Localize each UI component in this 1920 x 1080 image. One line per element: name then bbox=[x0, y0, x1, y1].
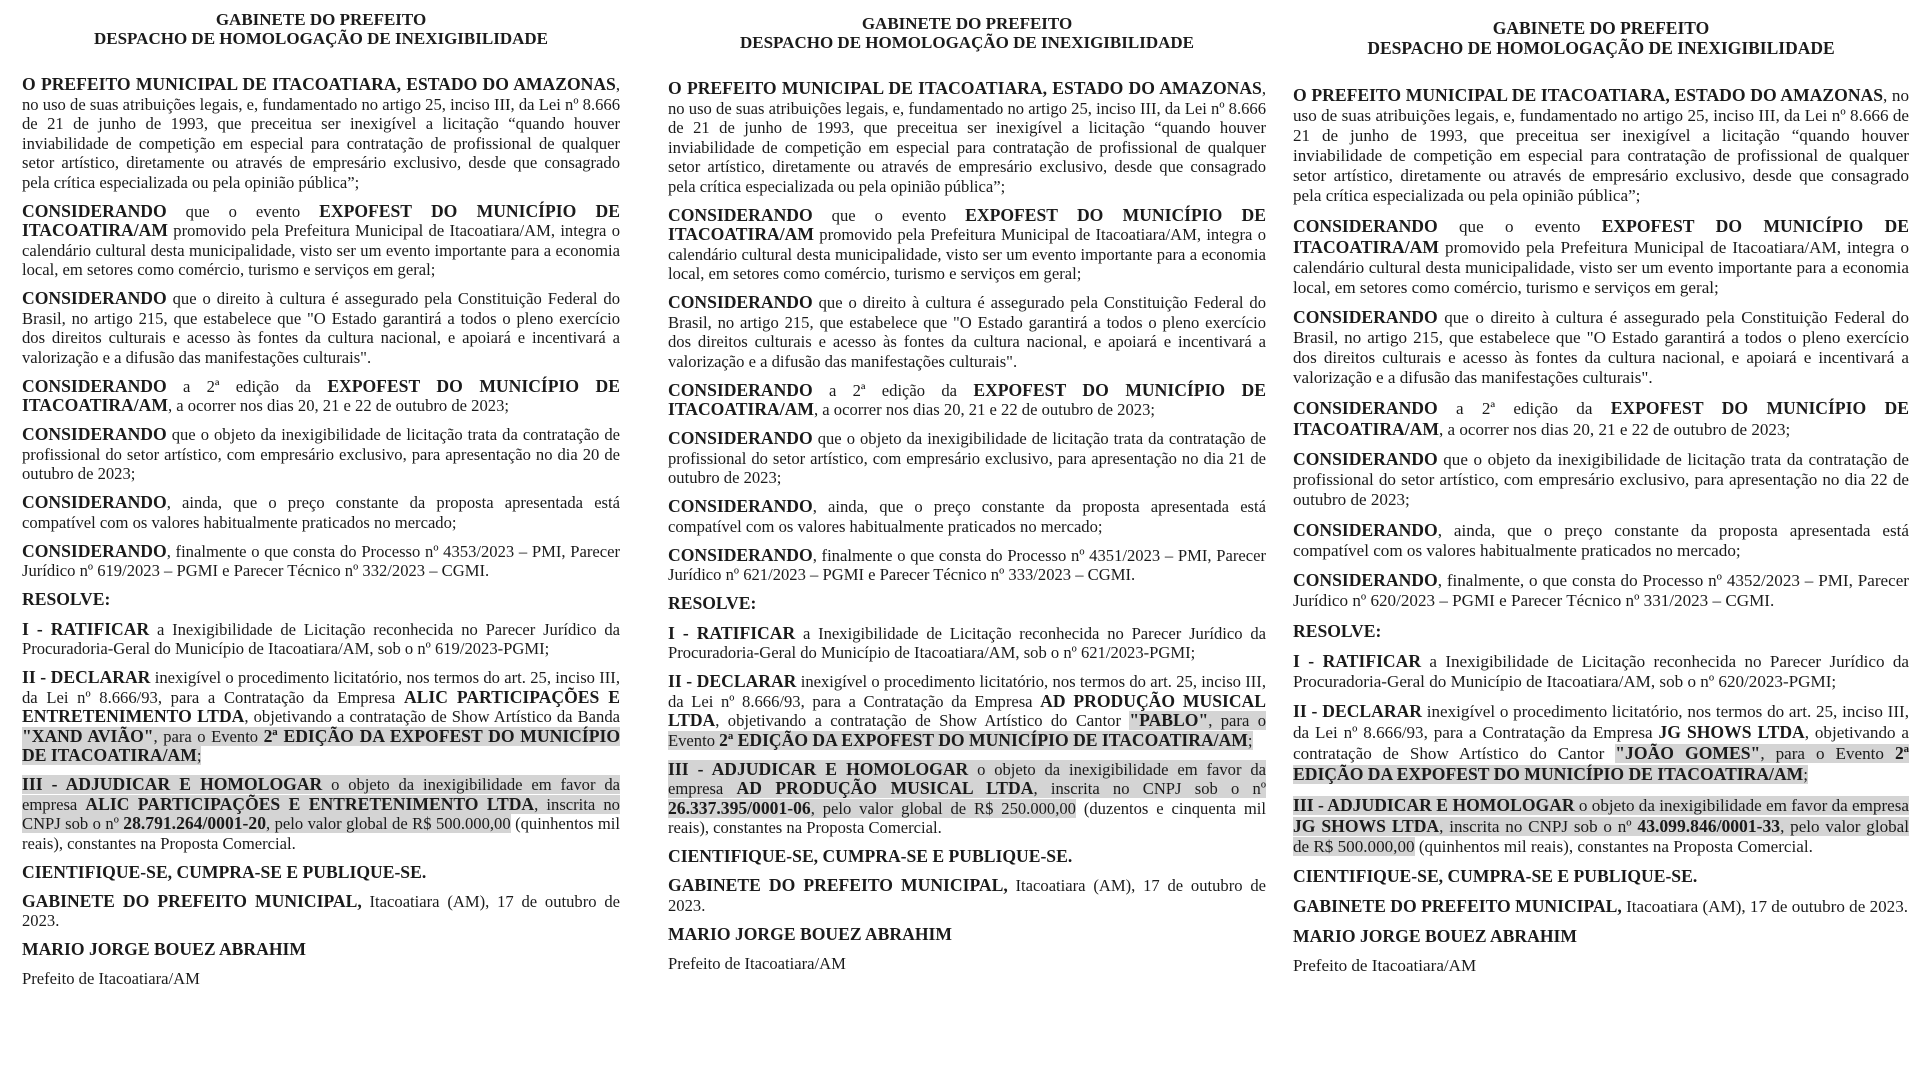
text: , ainda, que o preço constante da proposta apresentada está compatível com os valores habitualmente praticados no mercado; bbox=[668, 497, 1266, 536]
intro-bold: O PREFEITO MUNICIPAL DE ITACOATIARA, ESTADO DO AMAZONAS bbox=[1293, 85, 1884, 105]
document-column-3 bbox=[1293, 18, 1909, 1080]
considerando-edition bbox=[22, 377, 620, 416]
intro-text: , no uso de suas atribuições legais, e, fundamentado no artigo 25, inciso III, da Lei nº 8.666 de 21 de junho de 1993, que preceitua ser inexigível a licitação “quando houver inviabilidade de competição em especial para contratação de profissional de qualquer setor artístico, diretamente ou através de empresário exclusivo, desde que consagrado pela crítica especializada ou pela opinião pública”; bbox=[1293, 86, 1909, 205]
event-name: EXPOFEST DO MUNICÍPIO DE ITACOATIRA/AM bbox=[1293, 215, 1909, 257]
intro-paragraph bbox=[1293, 85, 1909, 206]
item-lead: II - DECLARAR bbox=[668, 671, 797, 691]
text: a Inexigibilidade de Licitação reconhecida no Parecer Jurídico da Procuradoria-Geral do Município de Itacoatiara/AM, sob o nº 619/2023-PGMI; bbox=[22, 619, 620, 658]
artist-name: "PABLO" bbox=[1129, 710, 1209, 730]
text: que o objeto da inexigibilidade de licitação trata da contratação de profissional do setor artístico, com empresário exclusivo, para apresentação no dia 20 de outubro de 2023; bbox=[22, 425, 620, 483]
company-name: JG SHOWS LTDA bbox=[1293, 815, 1440, 836]
text: , para o Evento bbox=[668, 711, 1266, 750]
closing-text: CIENTIFIQUE-SE, CUMPRA-SE E PUBLIQUE-SE. bbox=[1293, 866, 1698, 886]
considerando-culture bbox=[1293, 307, 1909, 388]
text: ; bbox=[1247, 730, 1253, 750]
considerando-lead: CONSIDERANDO bbox=[668, 379, 813, 400]
text: que o objeto da inexigibilidade de licitação trata da contratação de profissional do setor artístico, com empresário exclusivo, para apresentação no dia 22 de outubro de 2023; bbox=[1293, 450, 1909, 509]
document-header bbox=[22, 10, 620, 48]
item-ratificar bbox=[22, 620, 620, 659]
header-office: GABINETE DO PREFEITO bbox=[1492, 18, 1710, 38]
text: , objetivando a contratação de Show Artístico do Cantor bbox=[1293, 723, 1909, 763]
event-name: 2ª EDIÇÃO DA EXPOFEST DO MUNICÍPIO DE ITACOATIRA/AM bbox=[1293, 743, 1909, 784]
place-date: Itacoatiara (AM), 17 de outubro de 2023. bbox=[22, 891, 620, 930]
place-date: Itacoatiara (AM), 17 de outubro de 2023. bbox=[1621, 896, 1909, 916]
text: , a ocorrer nos dias 20, 21 e 22 de outubro de 2023; bbox=[1438, 419, 1791, 439]
text: inexigível o procedimento licitatório, nos termos do art. 25, inciso III, da Lei nº 8.666/93, para a Contratação da Empresa bbox=[22, 668, 620, 707]
place-date: Itacoatiara (AM), 17 de outubro de 2023. bbox=[668, 876, 1266, 915]
text: , inscrita no CNPJ sob o nº bbox=[1439, 816, 1638, 836]
text: que o direito à cultura é assegurado pela Constituição Federal do Brasil, no artigo 215, que estabelece que "O Estado garantirá a todos o pleno exercício dos direitos culturais e acesso às fontes da cultura nacional, e apoiará e incentivará a valorização e a difusão das manifestações culturais". bbox=[668, 293, 1266, 371]
header-title: DESPACHO DE HOMOLOGAÇÃO DE INEXIGIBILIDADE bbox=[739, 33, 1195, 52]
closing-statement bbox=[1293, 866, 1909, 886]
cnpj: 26.337.395/0001-06 bbox=[668, 797, 811, 818]
office-bold: GABINETE DO PREFEITO MUNICIPAL, bbox=[668, 875, 1008, 895]
item-lead: III - ADJUDICAR E HOMOLOGAR bbox=[22, 774, 323, 794]
text: , a ocorrer nos dias 20, 21 e 22 de outubro de 2023; bbox=[813, 400, 1155, 419]
considerando-lead: CONSIDERANDO bbox=[22, 540, 167, 561]
considerando-lead: CONSIDERANDO bbox=[668, 544, 813, 565]
considerando-lead: CONSIDERANDO bbox=[1293, 307, 1438, 327]
item-declarar bbox=[668, 672, 1266, 750]
text: o objeto da inexigibilidade em favor da empresa bbox=[22, 775, 620, 814]
office-bold: GABINETE DO PREFEITO MUNICIPAL, bbox=[22, 890, 362, 911]
intro-bold: O PREFEITO MUNICIPAL DE ITACOATIARA, ESTADO DO AMAZONAS bbox=[22, 74, 616, 94]
event-name: EXPOFEST DO MUNICÍPIO DE ITACOATIRA/AM bbox=[1293, 397, 1909, 439]
text: a 2ª edição da bbox=[812, 380, 974, 400]
resolve-heading: RESOLVE: bbox=[1293, 620, 1382, 641]
closing-text: CIENTIFIQUE-SE, CUMPRA-SE E PUBLIQUE-SE. bbox=[668, 846, 1073, 866]
event-name: EXPOFEST DO MUNICÍPIO DE ITACOATIRA/AM bbox=[668, 204, 1266, 244]
text: , ainda, que o preço constante da proposta apresentada está compatível com os valores habitualmente praticados no mercado; bbox=[22, 493, 620, 532]
contract-value: , pelo valor global de R$ 250.000,00 bbox=[810, 798, 1076, 818]
considerando-event bbox=[22, 202, 620, 280]
item-lead: III - ADJUDICAR E HOMOLOGAR bbox=[668, 758, 969, 779]
highlighted-text bbox=[22, 727, 620, 766]
resolve-heading: RESOLVE: bbox=[668, 593, 757, 613]
item-adjudicar bbox=[668, 760, 1266, 838]
closing-text: CIENTIFIQUE-SE, CUMPRA-SE E PUBLIQUE-SE. bbox=[22, 861, 427, 882]
item-lead: II - DECLARAR bbox=[1293, 701, 1422, 721]
event-name: 2ª EDIÇÃO DA EXPOFEST DO MUNICÍPIO DE ITACOATIRA/AM bbox=[719, 729, 1248, 750]
office-bold: GABINETE DO PREFEITO MUNICIPAL, bbox=[1293, 895, 1622, 916]
text: (duzentos e cinquenta mil reais), constantes na Proposta Comercial. bbox=[668, 798, 1266, 837]
text: que o direito à cultura é assegurado pela Constituição Federal do Brasil, no artigo 215, que estabelece que "O Estado garantirá a todos o pleno exercício dos direitos culturais e acesso às fontes da cultura nacional, e apoiará e incentivará a valorização e a difusão das manifestações culturais". bbox=[1293, 308, 1909, 387]
considerando-object bbox=[1293, 449, 1909, 510]
item-declarar bbox=[1293, 701, 1909, 785]
item-lead: I - RATIFICAR bbox=[22, 618, 150, 639]
considerando-culture bbox=[668, 293, 1266, 371]
text: que o evento bbox=[166, 201, 320, 221]
header-office: GABINETE DO PREFEITO bbox=[215, 10, 427, 29]
document-column-2 bbox=[668, 14, 1266, 1080]
event-name: EXPOFEST DO MUNICÍPIO DE ITACOATIRA/AM bbox=[22, 375, 620, 415]
item-lead: I - RATIFICAR bbox=[1293, 650, 1422, 671]
considerando-lead: CONSIDERANDO bbox=[1293, 449, 1438, 469]
text: , para o Evento bbox=[1760, 744, 1895, 763]
artist-name: "XAND AVIÃO" bbox=[22, 725, 154, 746]
considerando-lead: CONSIDERANDO bbox=[1293, 215, 1438, 236]
considerando-price bbox=[1293, 520, 1909, 561]
office-date bbox=[22, 892, 620, 931]
signer-name: MARIO JORGE BOUEZ ABRAHIM bbox=[22, 939, 306, 959]
intro-text: , no uso de suas atribuições legais, e, fundamentado no artigo 25, inciso III, da Lei nº 8.666 de 21 de junho de 1993, que preceitua ser inexigível a licitação “quando houver inviabilidade de competição em especial para contratação de profissional de qualquer setor artístico, diretamente ou através de empresário exclusivo, desde que consagrado pela crítica especializada ou pela opinião pública”; bbox=[668, 79, 1266, 196]
contract-value: , pelo valor global de R$ 500.000,00 bbox=[266, 814, 511, 833]
considerando-lead: CONSIDERANDO bbox=[668, 204, 813, 225]
text: ; bbox=[196, 746, 202, 765]
considerando-process bbox=[1293, 570, 1909, 611]
signer-role: Prefeito de Itacoatiara/AM bbox=[668, 953, 846, 973]
item-ratificar bbox=[668, 624, 1266, 663]
signer-role: Prefeito de Itacoatiara/AM bbox=[22, 969, 200, 988]
document-header bbox=[668, 14, 1266, 52]
item-lead: I - RATIFICAR bbox=[668, 622, 796, 643]
cnpj: 43.099.846/0001-33 bbox=[1637, 815, 1781, 836]
event-name: EXPOFEST DO MUNICÍPIO DE ITACOATIRA/AM bbox=[22, 200, 620, 240]
office-date bbox=[1293, 896, 1909, 917]
company-name: AD PRODUÇÃO MUSICAL LTDA bbox=[668, 690, 1266, 730]
signer-name: MARIO JORGE BOUEZ ABRAHIM bbox=[1293, 926, 1577, 946]
company-name: ALIC PARTICIPAÇÕES E ENTRETENIMENTO LTDA bbox=[22, 686, 620, 726]
considerando-object bbox=[668, 429, 1266, 488]
considerando-lead: CONSIDERANDO bbox=[22, 492, 167, 512]
text: , para o Evento bbox=[153, 726, 264, 746]
cnpj: 28.791.264/0001-20 bbox=[123, 813, 266, 833]
text: que o evento bbox=[1437, 216, 1602, 236]
item-declarar bbox=[22, 668, 620, 766]
event-name: 2ª EDIÇÃO DA EXPOFEST DO MUNICÍPIO DE ITACOATIRA/AM bbox=[22, 725, 620, 765]
item-lead: II - DECLARAR bbox=[22, 667, 151, 687]
text: inexigível o procedimento licitatório, nos termos do art. 25, inciso III, da Lei nº 8.666/93, para a Contratação da Empresa bbox=[1293, 702, 1909, 742]
text: promovido pela Prefeitura Municipal de Itacoatiara/AM, integra o calendário cultural desta municipalidade, visto ser um evento importante para a economia local, em setores como comércio, turismo e serviços em geral; bbox=[668, 225, 1266, 283]
considerando-price bbox=[22, 493, 620, 532]
resolve-heading: RESOLVE: bbox=[22, 589, 111, 609]
text: que o evento bbox=[812, 205, 966, 225]
header-title: DESPACHO DE HOMOLOGAÇÃO DE INEXIGIBILIDADE bbox=[1367, 38, 1835, 58]
intro-bold: O PREFEITO MUNICIPAL DE ITACOATIARA, ESTADO DO AMAZONAS bbox=[668, 78, 1262, 98]
company-name: AD PRODUÇÃO MUSICAL LTDA bbox=[736, 778, 1034, 798]
intro-text: , no uso de suas atribuições legais, e, fundamentado no artigo 25, inciso III, da Lei nº 8.666 de 21 de junho de 1993, que preceitua ser inexigível a licitação “quando houver inviabilidade de competição em especial para contratação de profissional de qualquer setor artístico, diretamente ou através de empresário exclusivo, desde que consagrado pela crítica especializada ou pela opinião pública”; bbox=[22, 75, 620, 192]
text: que o direito à cultura é assegurado pela Constituição Federal do Brasil, no artigo 215, que estabelece que "O Estado garantirá a todos o pleno exercício dos direitos culturais e acesso às fontes da cultura nacional, e apoiará e incentivará a valorização e a difusão das manifestações culturais". bbox=[22, 289, 620, 367]
considerando-lead: CONSIDERANDO bbox=[1293, 570, 1438, 590]
intro-paragraph bbox=[668, 79, 1266, 196]
signer-role: Prefeito de Itacoatiara/AM bbox=[1293, 955, 1477, 975]
document-header bbox=[1293, 18, 1909, 58]
text: , finalmente o que consta do Processo nº 4353/2023 – PMI, Parecer Jurídico nº 619/2023 – PGMI e Parecer Técnico nº 332/2023 – CGMI. bbox=[22, 541, 620, 580]
artist-name: "JOÃO GOMES" bbox=[1615, 743, 1761, 763]
considerando-object bbox=[22, 425, 620, 484]
text: , a ocorrer nos dias 20, 21 e 22 de outubro de 2023; bbox=[167, 396, 509, 415]
considerando-edition bbox=[1293, 398, 1909, 440]
text: , ainda, que o preço constante da proposta apresentada está compatível com os valores habitualmente praticados no mercado; bbox=[1293, 520, 1909, 560]
event-name: EXPOFEST DO MUNICÍPIO DE ITACOATIRA/AM bbox=[668, 379, 1266, 419]
considerando-event bbox=[1293, 216, 1909, 298]
text: ; bbox=[1803, 765, 1809, 784]
text: , objetivando a contratação de Show Artístico da Banda bbox=[244, 707, 620, 726]
considerando-lead: CONSIDERANDO bbox=[1293, 519, 1438, 540]
considerando-event bbox=[668, 206, 1266, 284]
considerando-process bbox=[668, 546, 1266, 585]
text: a Inexigibilidade de Licitação reconhecida no Parecer Jurídico da Procuradoria-Geral do Município de Itacoatiara/AM, sob o nº 620/2023-PGMI; bbox=[1293, 651, 1909, 691]
text: , inscrita no CNPJ sob o nº bbox=[22, 794, 620, 833]
header-office: GABINETE DO PREFEITO bbox=[861, 14, 1073, 33]
text: , finalmente, o que consta do Processo nº 4352/2023 – PMI, Parecer Jurídico nº 620/2023 – PGMI e Parecer Técnico nº 331/2023 – CGMI. bbox=[1293, 571, 1909, 610]
text: promovido pela Prefeitura Municipal de Itacoatiara/AM, integra o calendário cultural desta municipalidade, visto ser um evento importante para a economia local, em setores como comércio, turismo e serviços em geral; bbox=[1293, 237, 1909, 297]
text: (quinhentos mil reais), constantes na Proposta Comercial. bbox=[1414, 836, 1813, 856]
text: a 2ª edição da bbox=[166, 376, 328, 396]
considerando-lead: CONSIDERANDO bbox=[22, 375, 167, 396]
considerando-price bbox=[668, 497, 1266, 536]
considerando-lead: CONSIDERANDO bbox=[1293, 397, 1438, 418]
closing-statement bbox=[22, 863, 620, 883]
closing-statement bbox=[668, 847, 1266, 867]
considerando-lead: CONSIDERANDO bbox=[668, 292, 813, 312]
company-name: ALIC PARTICIPAÇÕES E ENTRETENIMENTO LTDA bbox=[85, 793, 535, 814]
contract-value: , pelo valor global de R$ 500.000,00 bbox=[1293, 816, 1909, 856]
document-column-1 bbox=[22, 10, 620, 1080]
company-name: JG SHOWS LTDA bbox=[1658, 722, 1805, 742]
considerando-lead: CONSIDERANDO bbox=[22, 288, 167, 308]
item-adjudicar bbox=[1293, 795, 1909, 857]
item-ratificar bbox=[1293, 651, 1909, 692]
considerando-lead: CONSIDERANDO bbox=[668, 428, 813, 448]
text: , finalmente o que consta do Processo nº 4351/2023 – PMI, Parecer Jurídico nº 621/2023 – PGMI e Parecer Técnico nº 333/2023 – CGMI. bbox=[668, 545, 1266, 584]
text: que o objeto da inexigibilidade de licitação trata da contratação de profissional do setor artístico, com empresário exclusivo, para apresentação no dia 21 de outubro de 2023; bbox=[668, 429, 1266, 487]
item-lead: III - ADJUDICAR E HOMOLOGAR bbox=[1293, 794, 1575, 815]
item-adjudicar bbox=[22, 775, 620, 853]
signer-name: MARIO JORGE BOUEZ ABRAHIM bbox=[668, 923, 952, 944]
considerando-edition bbox=[668, 381, 1266, 420]
intro-paragraph bbox=[22, 75, 620, 192]
text: a 2ª edição da bbox=[1437, 398, 1611, 418]
text: promovido pela Prefeitura Municipal de Itacoatiara/AM, integra o calendário cultural desta municipalidade, visto ser um evento importante para a economia local, em setores como comércio, turismo e serviços em geral; bbox=[22, 221, 620, 279]
header-title: DESPACHO DE HOMOLOGAÇÃO DE INEXIGIBILIDADE bbox=[93, 29, 549, 48]
text: inexigível o procedimento licitatório, nos termos do art. 25, inciso III, da Lei nº 8.666/93, para a Contratação da Empresa bbox=[668, 672, 1266, 711]
considerando-lead: CONSIDERANDO bbox=[22, 424, 167, 444]
considerando-process bbox=[22, 542, 620, 581]
office-date bbox=[668, 876, 1266, 915]
considerando-culture bbox=[22, 289, 620, 367]
text: , inscrita no CNPJ sob o nº bbox=[1033, 779, 1266, 798]
text: (quinhentos mil reais), constantes na Proposta Comercial. bbox=[22, 814, 620, 853]
text: o objeto da inexigibilidade em favor da empresa bbox=[668, 759, 1266, 798]
text: a Inexigibilidade de Licitação reconhecida no Parecer Jurídico da Procuradoria-Geral do Município de Itacoatiara/AM, sob o nº 621/2023-PGMI; bbox=[668, 623, 1266, 662]
text: o objeto da inexigibilidade em favor da empresa bbox=[1574, 795, 1909, 815]
considerando-lead: CONSIDERANDO bbox=[22, 200, 167, 221]
text: , objetivando a contratação de Show Artístico do Cantor bbox=[715, 711, 1130, 730]
considerando-lead: CONSIDERANDO bbox=[668, 496, 813, 516]
